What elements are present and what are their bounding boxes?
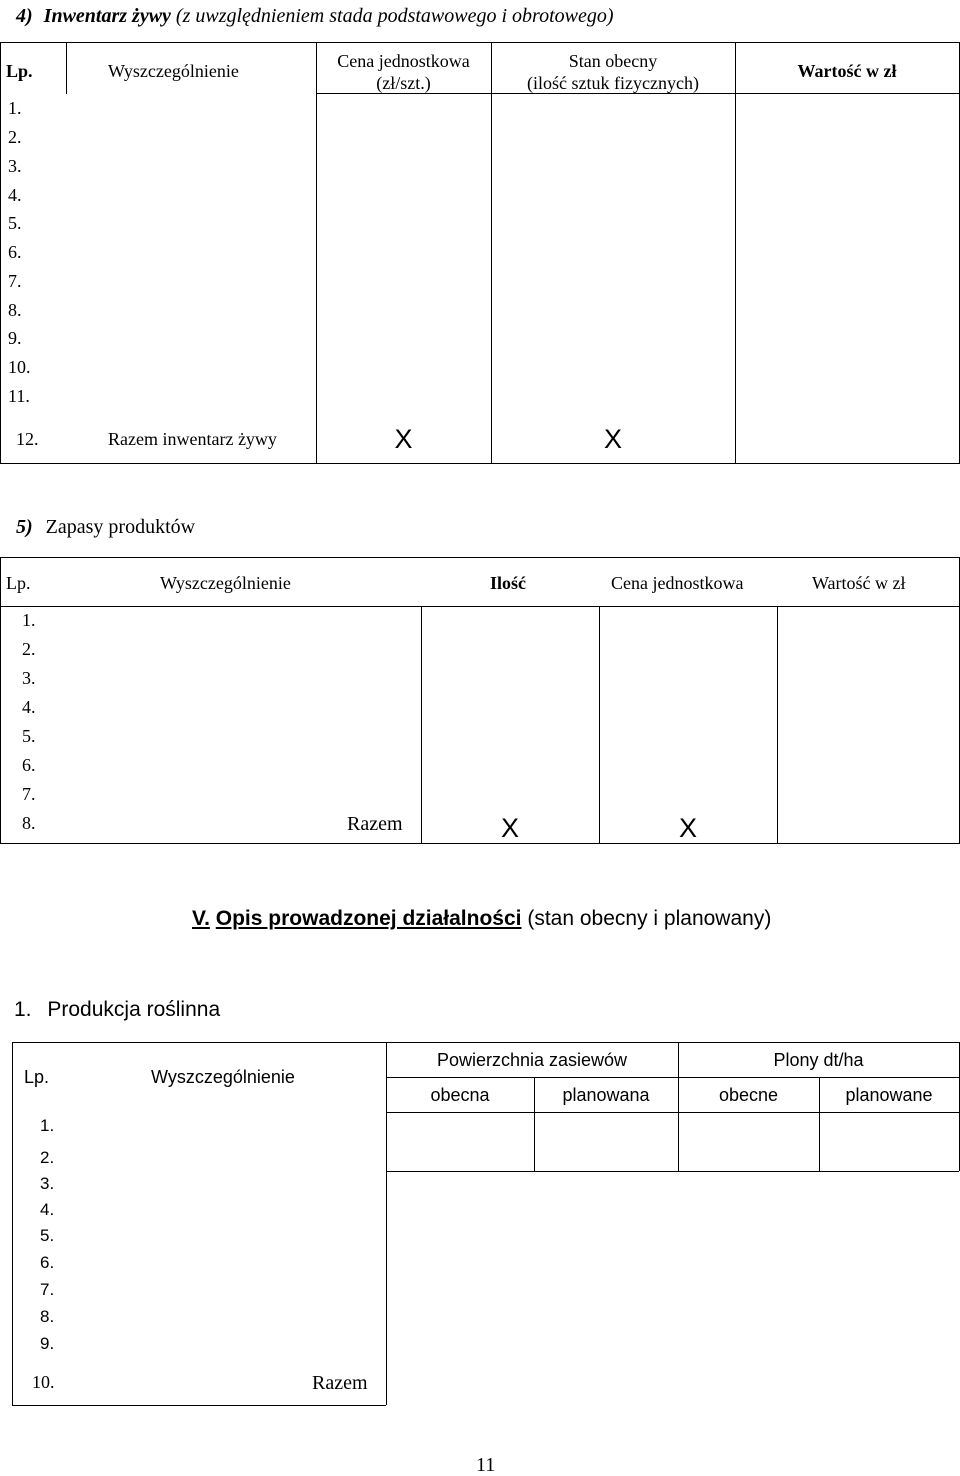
table-row: 6. xyxy=(22,755,36,775)
stock-total-lp: 8. xyxy=(22,813,36,833)
table-row: 3. xyxy=(8,156,22,176)
crop-header-lp: Lp. xyxy=(24,1067,50,1087)
crop-header-item: Wyszczególnienie xyxy=(151,1067,295,1087)
section5-number: 5) xyxy=(16,516,33,538)
sectionV-number: V. xyxy=(192,907,210,930)
crop-total-lp: 10. xyxy=(32,1372,55,1392)
stock-header-value: Wartość w zł xyxy=(812,573,906,593)
table-row: 1. xyxy=(22,610,36,630)
stock-header-price: Cena jednostkowa xyxy=(611,573,744,593)
table-row: 11. xyxy=(8,386,30,406)
crop-header-yield: Plony dt/ha xyxy=(773,1050,864,1070)
sectionV-title: Opis prowadzonej działalności xyxy=(215,907,522,930)
crop-header-yield-current: obecne xyxy=(718,1085,779,1105)
page-number: 11 xyxy=(476,1454,496,1476)
table-row: 5. xyxy=(8,213,22,233)
table-row: 4. xyxy=(22,697,36,717)
section4-title: Inwentarz żywy xyxy=(43,5,171,27)
table-row: 3. xyxy=(40,1174,55,1193)
livestock-header-value: Wartość w zł xyxy=(797,61,897,81)
table-row: 5. xyxy=(22,726,36,746)
table-row: 8. xyxy=(40,1307,55,1326)
section5-heading xyxy=(16,517,195,537)
crop-header-yield-planned: planowane xyxy=(845,1085,933,1105)
section1-number: 1. xyxy=(14,998,32,1021)
section4-number: 4) xyxy=(16,5,33,27)
livestock-total-x-price: X xyxy=(394,424,413,454)
sectionV-heading xyxy=(192,908,771,929)
livestock-header-lp: Lp. xyxy=(6,61,33,81)
sectionV-subtitle: (stan obecny i planowany) xyxy=(527,907,772,930)
stock-total-x-price: X xyxy=(678,813,697,843)
table-row: 9. xyxy=(40,1334,55,1353)
section4-heading xyxy=(16,6,614,26)
crop-total-label: Razem xyxy=(312,1372,368,1394)
stock-total-x-qty: X xyxy=(500,813,519,843)
table-row: 3. xyxy=(22,668,36,688)
crop-header-area-current: obecna xyxy=(430,1085,490,1105)
livestock-header-price: Cena jednostkowa (zł/szt.) xyxy=(337,51,470,93)
table-row: 6. xyxy=(8,242,22,262)
livestock-header-item: Wyszczególnienie xyxy=(108,61,239,81)
table-row: 1. xyxy=(40,1116,55,1135)
table-row: 7. xyxy=(8,271,22,291)
crop-header-area-planned: planowana xyxy=(562,1085,650,1105)
table-row: 7. xyxy=(22,784,36,804)
table-row: 2. xyxy=(22,639,36,659)
livestock-total-lp: 12. xyxy=(16,429,39,449)
table-row: 4. xyxy=(40,1200,55,1219)
table-row: 10. xyxy=(8,357,31,377)
livestock-total-x-stock: X xyxy=(603,424,622,454)
table-row: 2. xyxy=(40,1148,55,1167)
table-row: 5. xyxy=(40,1226,55,1245)
section5-title: Zapasy produktów xyxy=(45,516,196,538)
section1-title: Produkcja roślinna xyxy=(47,998,221,1021)
stock-header-item: Wyszczególnienie xyxy=(160,573,291,593)
crop-header-area: Powierzchnia zasiewów xyxy=(436,1050,628,1070)
stock-total-label: Razem xyxy=(347,813,403,835)
table-row: 6. xyxy=(40,1253,55,1272)
table-row: 9. xyxy=(8,328,22,348)
table-row: 7. xyxy=(40,1280,55,1299)
table-row: 2. xyxy=(8,127,22,147)
stock-header-lp: Lp. xyxy=(6,573,31,593)
table-row: 1. xyxy=(8,98,22,118)
section4-subtitle: (z uwzględnieniem stada podstawowego i obrotowego) xyxy=(175,5,614,27)
stock-header-qty: Ilość xyxy=(490,573,526,593)
livestock-header-stock: Stan obecny (ilość sztuk fizycznych) xyxy=(527,51,699,93)
livestock-total-label: Razem inwentarz żywy xyxy=(108,429,277,449)
section1-heading xyxy=(14,999,220,1020)
table-row: 4. xyxy=(8,185,22,205)
table-row: 8. xyxy=(8,300,22,320)
